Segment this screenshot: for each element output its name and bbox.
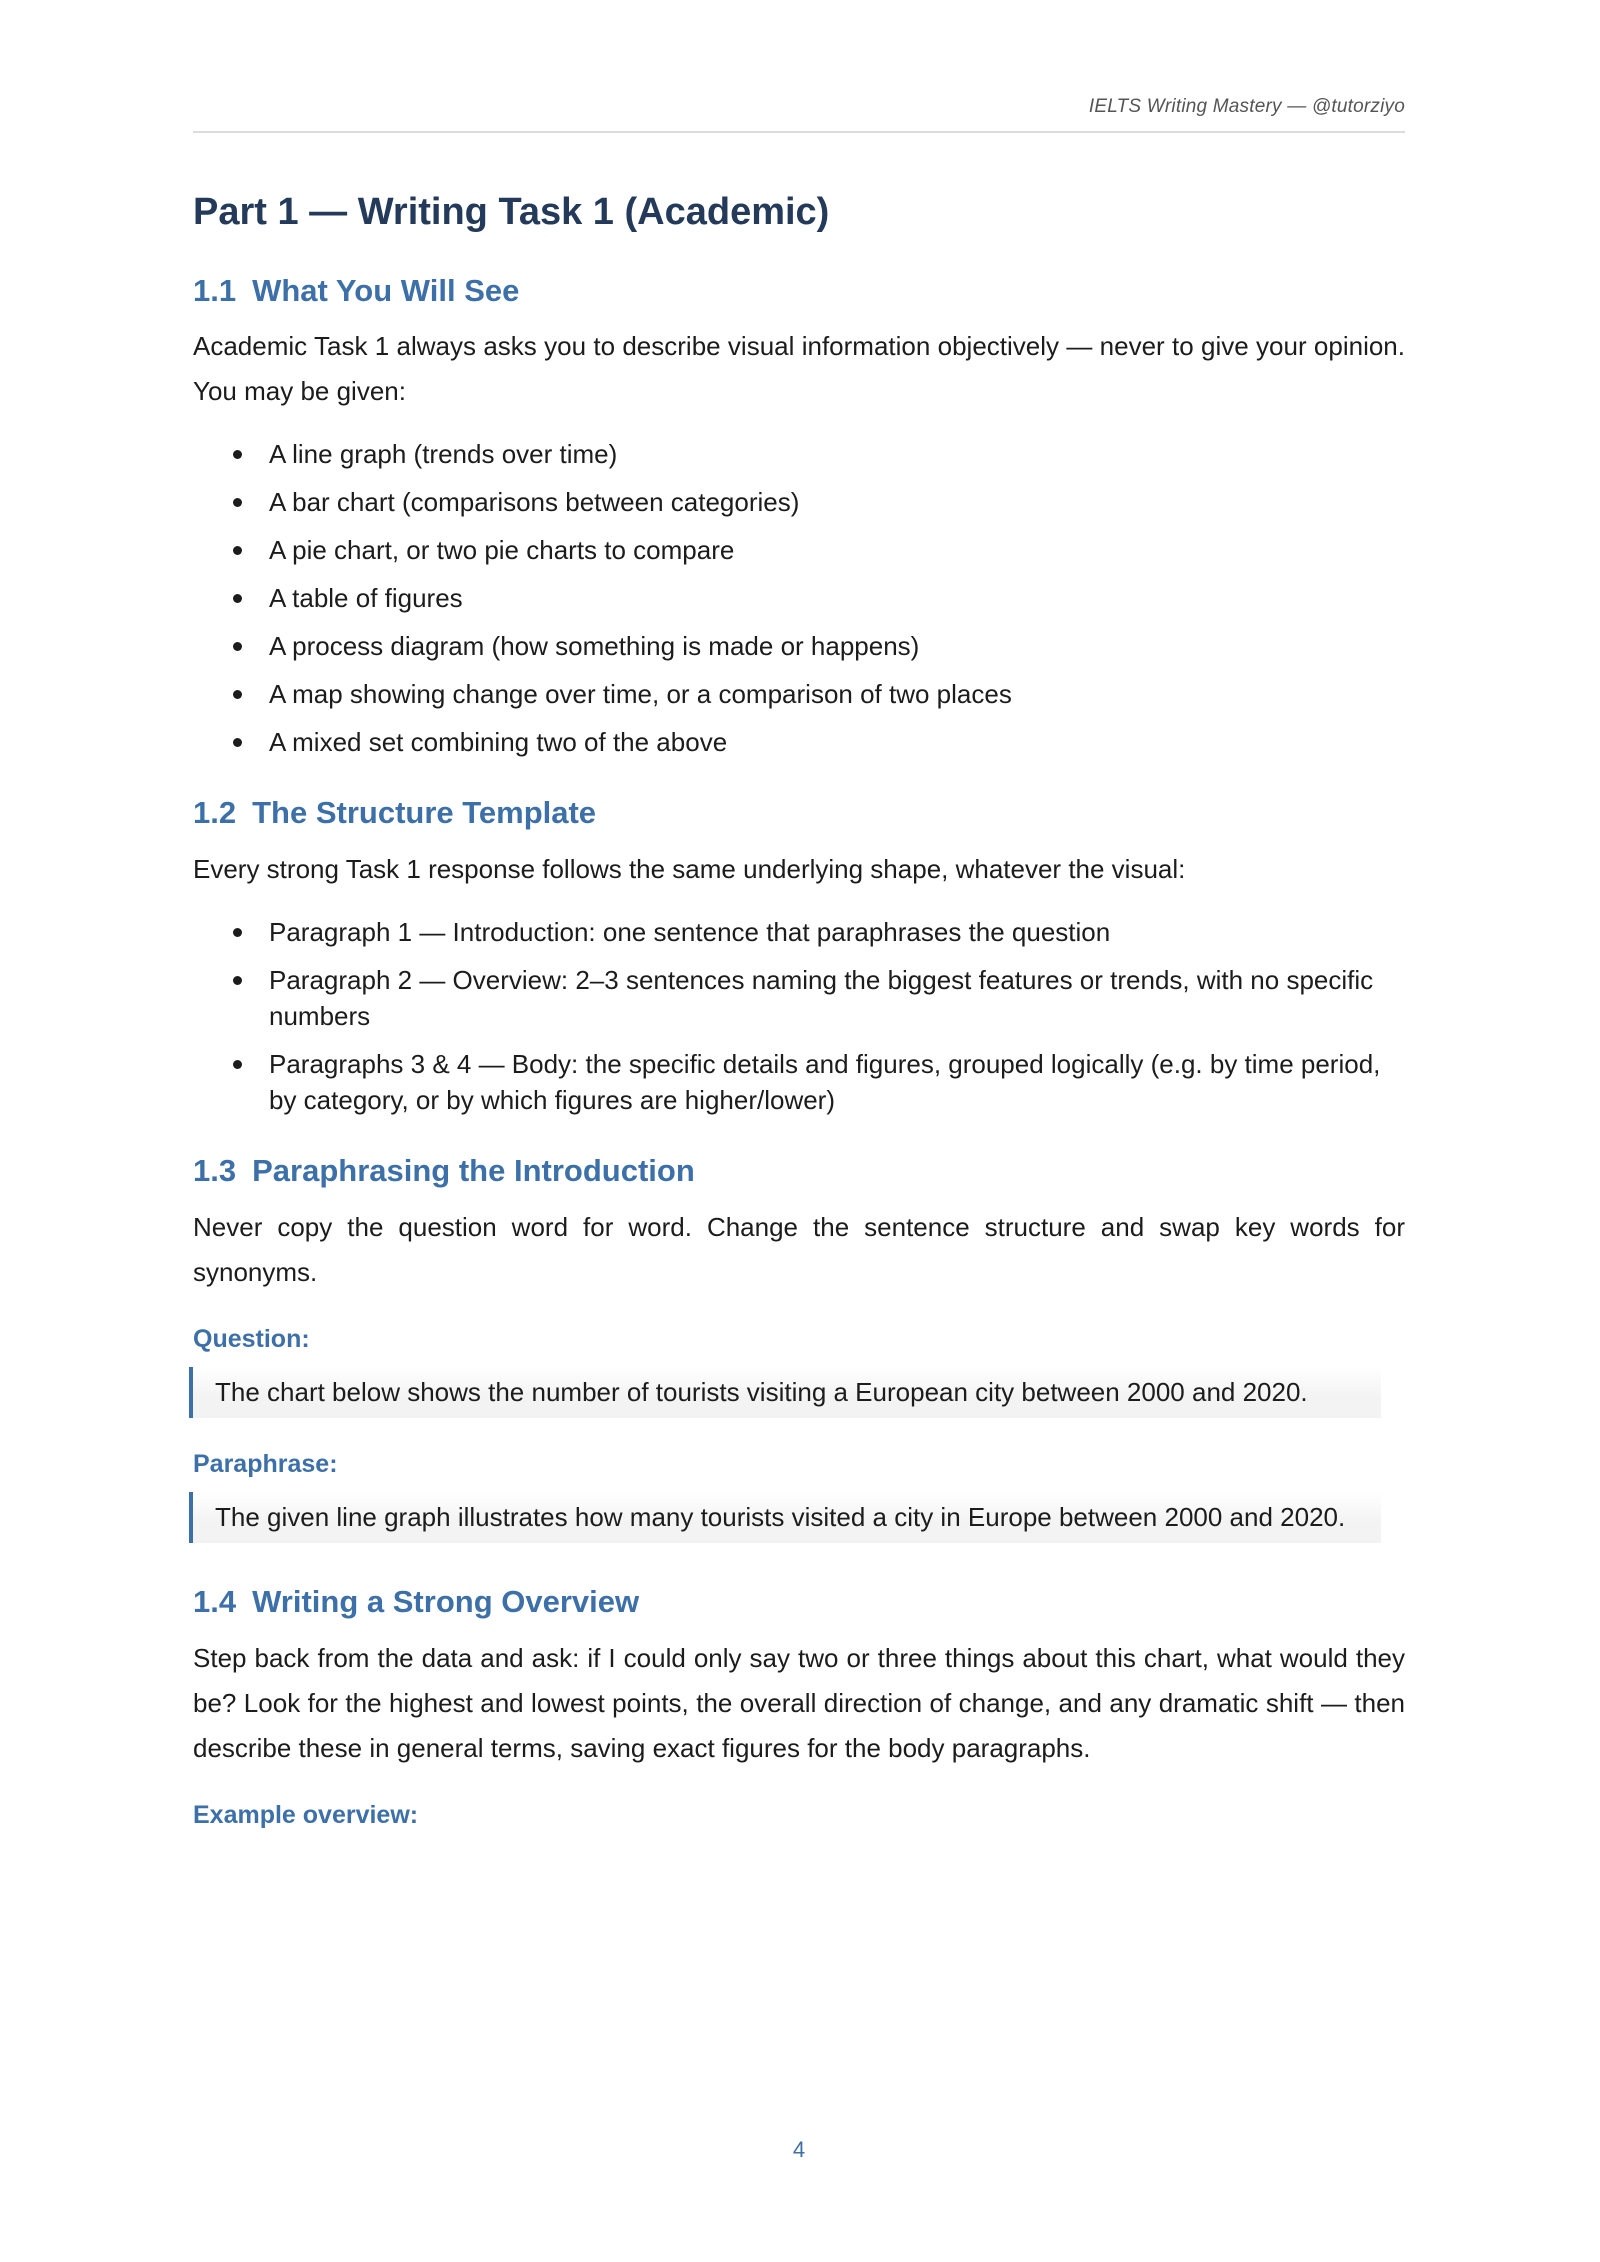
section-title: What You Will See	[252, 272, 520, 308]
page-number: 4	[792, 2137, 806, 2162]
section-title: The Structure Template	[252, 795, 597, 831]
section-number: 1.4	[193, 1583, 237, 1619]
section-number: 1.3	[193, 1153, 237, 1189]
example-overview-label: Example overview:	[193, 1800, 419, 1829]
list-item: A pie chart, or two pie charts to compare	[193, 532, 1405, 568]
section-intro: Never copy the question word for word. Change the sentence structure and swap key words for synonyms.	[193, 1211, 1405, 1287]
section-number: 1.2	[193, 795, 237, 831]
question-label: Question:	[193, 1324, 310, 1353]
section-title: Writing a Strong Overview	[252, 1583, 640, 1619]
section-heading	[193, 1583, 1405, 1622]
list-item: A mixed set combining two of the above	[193, 724, 1405, 760]
list-item: A map showing change over time, or a comparison of two places	[193, 676, 1405, 712]
document-page	[193, 0, 1405, 2262]
list-item: Paragraph 1 — Introduction: one sentence that paraphrases the question	[193, 914, 1405, 950]
structure-list	[193, 914, 1405, 1118]
visual-types-list	[193, 436, 1405, 760]
header-divider	[193, 131, 1405, 133]
section-number: 1.1	[193, 272, 237, 308]
paraphrase-quote: The given line graph illustrates how many tourists visited a city in Europe between 2000 and 2020.	[189, 1492, 1381, 1543]
list-item: A process diagram (how something is made or happens)	[193, 628, 1405, 664]
section-heading	[193, 272, 1405, 311]
list-item: Paragraph 2 — Overview: 2–3 sentences naming the biggest features or trends, with no specific numbers	[193, 962, 1405, 1034]
page-content	[193, 190, 1405, 1843]
section-title: Paraphrasing the Introduction	[252, 1153, 695, 1189]
section-heading	[193, 1152, 1405, 1191]
section-strong-overview	[193, 1583, 1405, 1833]
list-item: Paragraphs 3 & 4 — Body: the specific details and figures, grouped logically (e.g. by time period, by category, or by which figures are higher/lower)	[193, 1046, 1405, 1118]
running-header: IELTS Writing Mastery — @tutorziyo	[1088, 96, 1405, 117]
paraphrase-label: Paraphrase:	[193, 1449, 338, 1478]
section-what-you-will-see	[193, 272, 1405, 761]
section-intro: Academic Task 1 always asks you to describe visual information objectively — never to give your opinion. You may be given:	[193, 331, 1405, 407]
section-structure-template	[193, 794, 1405, 1118]
list-item: A table of figures	[193, 580, 1405, 616]
list-item: A line graph (trends over time)	[193, 436, 1405, 472]
part-title: Part 1 — Writing Task 1 (Academic)	[193, 191, 830, 233]
list-item: A bar chart (comparisons between categories)	[193, 484, 1405, 520]
section-intro: Every strong Task 1 response follows the same underlying shape, whatever the visual:	[193, 854, 1186, 885]
section-paraphrasing	[193, 1152, 1405, 1543]
question-quote: The chart below shows the number of tourists visiting a European city between 2000 and 2020.	[189, 1367, 1381, 1418]
section-intro: Step back from the data and ask: if I could only say two or three things about this chart, what would they be? Look for the highest and lowest points, the overall direction of change, and any dramatic shift — then describe these in general terms, saving exact figures for the body paragraphs.	[193, 1642, 1405, 1763]
section-heading	[193, 794, 1405, 833]
